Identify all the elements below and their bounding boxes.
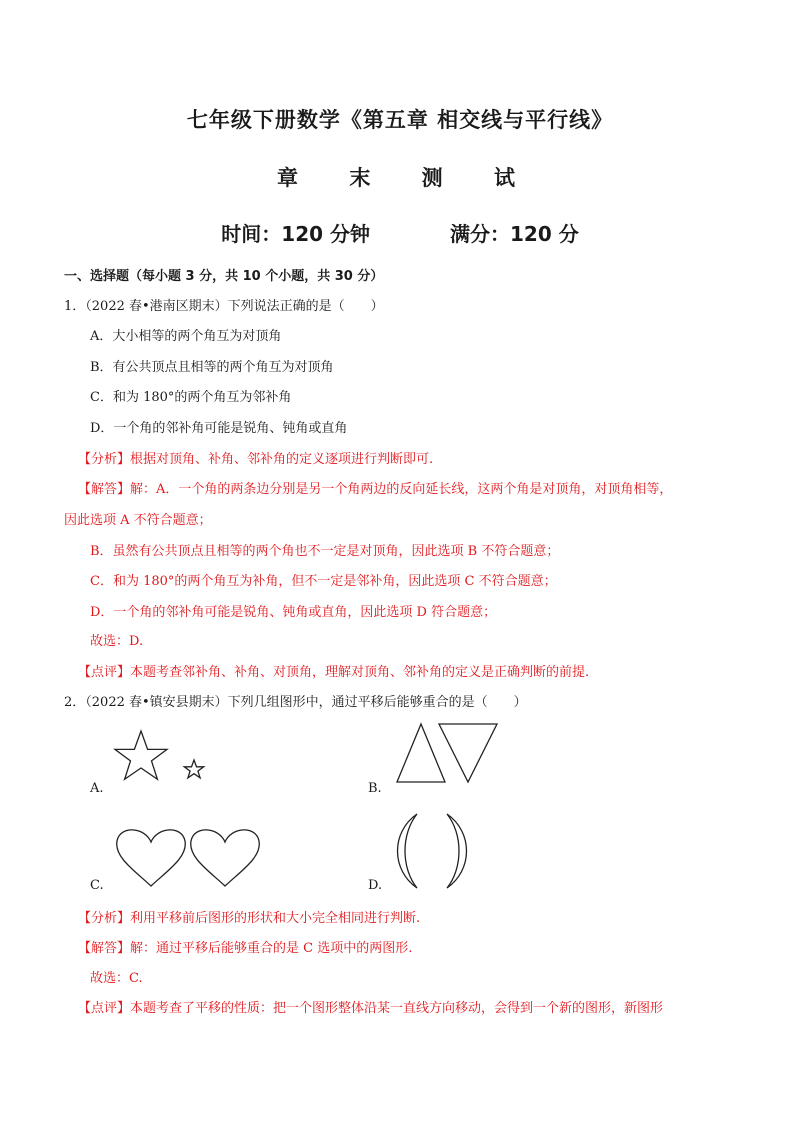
q2-option-c-label: C.	[90, 878, 104, 893]
q1-answer-line-3: B．虽然有公共顶点且相等的两个角也不一定是对顶角，因此选项 B 不符合题意；	[90, 544, 560, 559]
exam-time: 时间：120 分钟	[221, 222, 370, 246]
q1-option-a: A．大小相等的两个角互为对顶角	[90, 329, 282, 344]
q1-answer-choice: 故选：D.	[90, 634, 144, 649]
section-heading: 一、选择题（每小题 3 分，共 10 个小题，共 30 分）	[64, 269, 384, 284]
q1-answer-line-1: 【解答】解：A．一个角的两条边分别是另一个角两边的反向延长线，这两个角是对顶角，对顶角相等，	[78, 482, 673, 497]
q2-option-a-label: A.	[90, 781, 104, 796]
exam-info	[0, 218, 800, 247]
analysis-tag: 【分析】	[78, 452, 131, 467]
q1-answer-line-5: D．一个角的邻补角可能是锐角、钝角或直角，因此选项 D 符合题意；	[90, 605, 497, 620]
answer-tag: 【解答】	[78, 482, 131, 497]
analysis-tag: 【分析】	[78, 911, 131, 926]
answer-tag: 【解答】	[78, 941, 131, 956]
q1-answer-line-2: 因此选项 A 不符合题意；	[64, 513, 212, 528]
q1-analysis: 【分析】根据对顶角、补角、邻补角的定义逐项进行判断即可.	[78, 452, 434, 467]
q2-option-b-label: B.	[368, 781, 382, 796]
q1-option-b: B．有公共顶点且相等的两个角互为对顶角	[90, 360, 334, 375]
q1-stem: 1．（2022 春•港南区期末）下列说法正确的是（ ）	[64, 299, 384, 314]
document-title: 七年级下册数学《第五章 相交线与平行线》	[186, 108, 614, 132]
q2-answer-choice: 故选：C.	[90, 971, 143, 986]
document-subtitle: 章 末 测 试	[277, 166, 537, 190]
q1-option-d: D．一个角的邻补角可能是锐角、钝角或直角	[90, 421, 348, 436]
q2-figure-c-hearts-icon	[115, 823, 265, 893]
q2-answer: 【解答】解：通过平移后能够重合的是 C 选项中的两图形.	[78, 941, 413, 956]
q2-figure-b-triangles-icon	[396, 720, 506, 786]
q2-stem: 2．（2022 春•镇安县期末）下列几组图形中，通过平移后能够重合的是（ ）	[64, 695, 527, 710]
q1-comment: 【点评】本题考查邻补角、补角、对顶角，理解对顶角、邻补角的定义是正确判断的前提.	[78, 665, 590, 680]
q2-figure-a-stars-icon	[115, 728, 210, 790]
q2-figure-d-crescents-icon	[395, 810, 475, 894]
q2-option-d-label: D.	[368, 878, 383, 893]
comment-tag: 【点评】	[78, 665, 131, 680]
q2-comment: 【点评】本题考查了平移的性质：把一个图形整体沿某一直线方向移动，会得到一个新的图形，新图形	[78, 1001, 664, 1016]
q1-option-c: C．和为 180°的两个角互为邻补角	[90, 390, 292, 405]
q1-answer-line-4: C．和为 180°的两个角互为补角，但不一定是邻补角，因此选项 C 不符合题意；	[90, 574, 557, 589]
comment-tag: 【点评】	[78, 1001, 131, 1016]
exam-score: 满分：120 分	[450, 222, 579, 246]
q2-analysis: 【分析】利用平移前后图形的形状和大小完全相同进行判断.	[78, 911, 421, 926]
